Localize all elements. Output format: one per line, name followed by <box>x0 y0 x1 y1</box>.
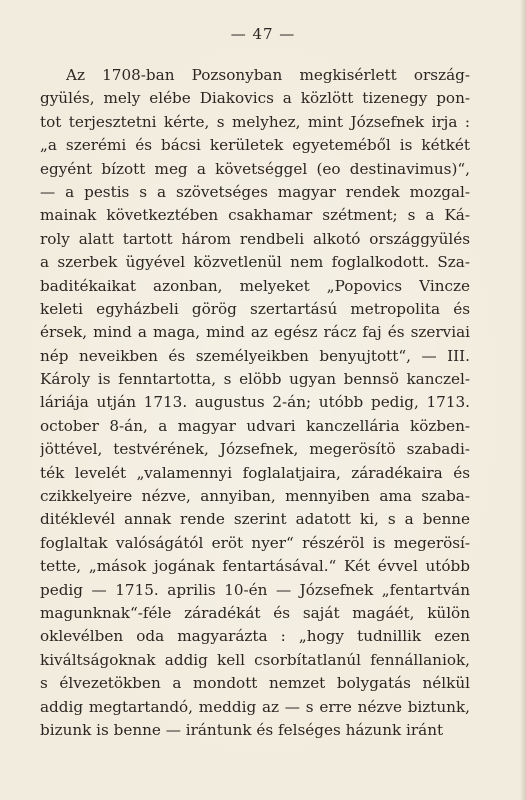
text-line: tot terjesztetni kérte, s melyhez, mint Józsefnek irja : <box>40 112 470 131</box>
text-line: czikkelyeire nézve, annyiban, mennyiben ama szaba- <box>40 487 470 506</box>
text-line: keleti egyházbeli görög szertartású metropolita és <box>40 299 470 318</box>
text-line: — a pestis s a szövetséges magyar rendek mozgal- <box>40 182 470 201</box>
text-line: october 8-án, a magyar udvari kanczellária közben- <box>40 416 470 435</box>
text-line: bizunk is benne — irántunk és felséges házunk iránt <box>40 720 444 739</box>
text-line: a szerbek ügyével közvetlenül nem foglalkodott. Sza- <box>40 253 470 272</box>
text-line: Az 1708-ban Pozsonyban megkisérlett ország- <box>66 66 470 84</box>
text-line: s élvezetökben a mondott nemzet bolygatás nélkül <box>40 674 470 693</box>
text-line: addig megtartandó, meddig az — s erre nézve biztunk, <box>40 697 470 716</box>
text-line: egyént bízott meg a követséggel (eo destinavimus)“, <box>40 159 470 178</box>
text-line: magunknak“-féle záradékát és saját magáét, külön <box>40 603 470 622</box>
text-line: tette, „mások jogának fentartásával.“ Két évvel utóbb <box>40 557 470 576</box>
text-line: baditékaikat azonban, melyeket „Popovics Vincze <box>40 276 470 295</box>
text-line: oklevélben oda magyarázta : „hogy tudnillik ezen <box>40 627 470 646</box>
text-line: mainak következtében csakhamar szétment; s a Ká- <box>40 206 470 225</box>
text-line: „a szerémi és bácsi kerületek egyeteméből is kétkét <box>40 136 470 155</box>
text-line: jöttével, testvérének, Józsefnek, megerösítö szabadi- <box>40 440 470 459</box>
text-line: Károly is fenntartotta, s elöbb ugyan bennsö kanczel- <box>40 370 470 389</box>
text-line: kiváltságoknak addig kell csorbítatlanúl fennállaniok, <box>40 650 470 669</box>
text-line: láriája utján 1713. augustus 2-án; utóbb pedig, 1713. <box>40 393 470 412</box>
text-line: gyülés, mely elébe Diakovics a közlött tizenegy pon- <box>40 89 470 108</box>
text-line: foglaltak valóságától eröt nyer“ részéröl is megerösí- <box>40 533 470 552</box>
text-line: érsek, mind a maga, mind az egész rácz faj és szerviai <box>40 323 470 342</box>
page-edge-shadow <box>520 0 526 800</box>
text-line: pedig — 1715. aprilis 10-én — Józsefnek „fentartván <box>40 580 470 599</box>
text-line: ték levelét „valamennyi foglalatjaira, záradékaira és <box>40 463 470 482</box>
text-line: roly alatt tartott három rendbeli alkotó országgyülés <box>40 229 470 248</box>
page-number: — 47 — <box>230 25 296 43</box>
text-line: nép neveikben és személyeikben benyujtott“, — III. <box>40 346 470 365</box>
text-line: ditéklevél annak rende szerint adatott ki, s a benne <box>40 510 470 529</box>
body-text <box>40 64 470 742</box>
